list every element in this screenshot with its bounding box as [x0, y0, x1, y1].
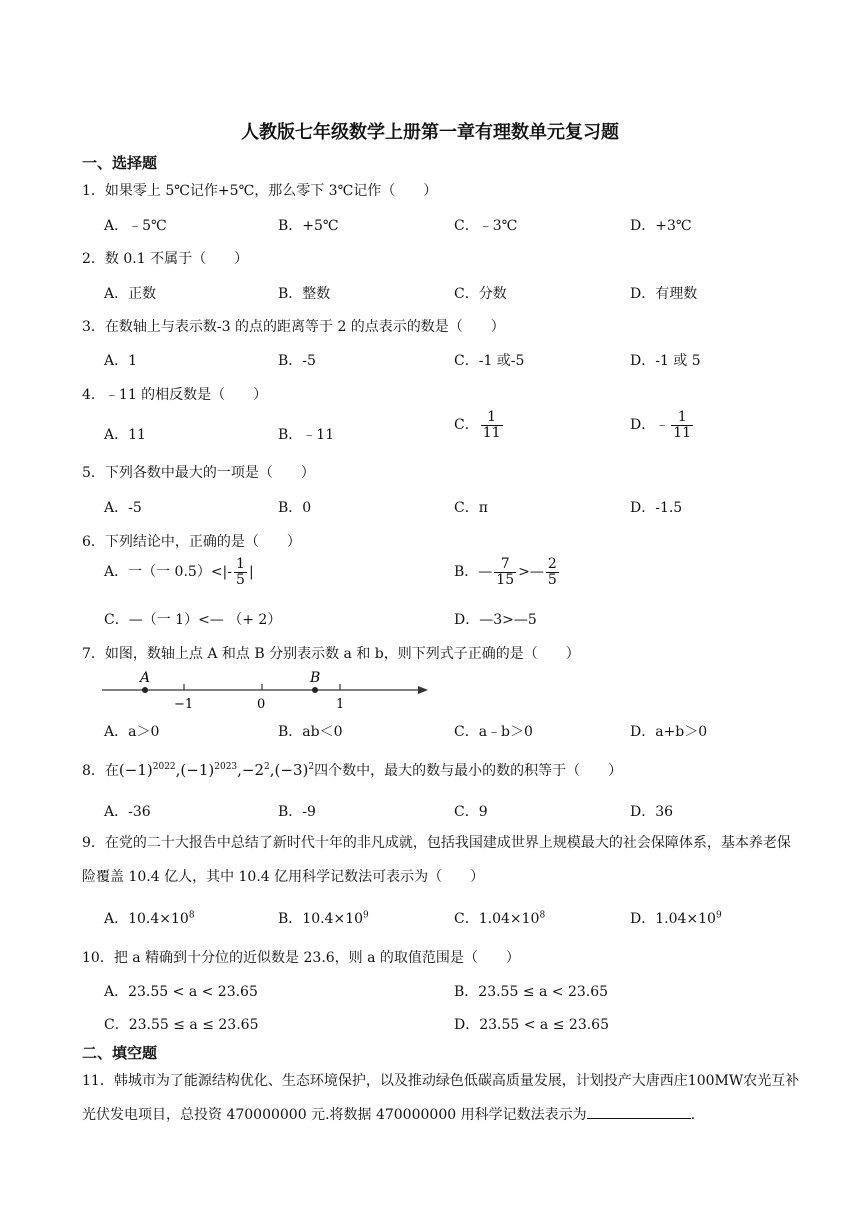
question-3-stem: 3．在数轴上与表示数-3 的点的距离等于 2 的点表示的数是（ ）	[82, 319, 505, 335]
option-text: >—	[518, 564, 544, 581]
fraction-denominator: 5	[547, 571, 557, 588]
question-8-option-b: B．-9	[278, 804, 316, 820]
option-text: D．1.04×10	[630, 911, 716, 927]
question-7-option-a: A．a＞0	[104, 724, 160, 740]
option-text: A．10.4×10	[104, 911, 189, 927]
question-1-option-c: C．﹣3℃	[454, 218, 518, 234]
tick-label-zero: 0	[257, 697, 266, 712]
question-5-option-d: D．-1.5	[630, 500, 683, 516]
answer-blank[interactable]	[587, 1104, 691, 1119]
question-11-stem	[82, 1064, 802, 1132]
option-text: |	[248, 564, 254, 581]
question-10-option-a: A．23.55 < a < 23.65	[104, 984, 258, 1000]
question-9-option-d	[630, 908, 722, 928]
question-4-stem: 4．﹣11 的相反数是（ ）	[82, 387, 268, 403]
fraction-numerator: 1	[487, 409, 497, 425]
question-8-option-a: A．-36	[104, 804, 151, 820]
question-9-option-c	[454, 908, 545, 928]
question-10-stem: 10．把 a 精确到十分位的近似数是 23.6，则 a 的取值范围是（ ）	[82, 950, 520, 966]
fraction-denominator: 15	[496, 571, 515, 588]
math-expression: $(-1)^{2022},(-1)^{2023},-2^2,(-3)^2$	[118, 761, 315, 779]
fraction-numerator: 1	[677, 409, 687, 425]
question-5-stem: 5．下列各数中最大的一项是（ ）	[82, 465, 315, 481]
question-6-option-c: C．—（一 1）<— （+ 2）	[104, 612, 282, 628]
point-a-label: A	[140, 670, 151, 686]
question-8-prefix: 8．在	[82, 763, 119, 779]
tick-label-minus-one: −1	[174, 697, 194, 712]
question-7-stem: 7．如图，数轴上点 A 和点 B 分别表示数 a 和 b，则下列式子正确的是（ ）	[82, 646, 580, 662]
question-10-option-b: B．23.55 ≤ a < 23.65	[454, 984, 609, 1000]
question-6-option-a	[104, 557, 254, 587]
question-8-suffix: 四个数中，最大的数与最小的数的积等于（ ）	[314, 763, 623, 779]
question-9-option-a	[104, 908, 195, 928]
exponent: 8	[539, 910, 546, 921]
question-3-option-d: D．-1 或 5	[630, 353, 701, 369]
question-10-option-c: C．23.55 ≤ a ≤ 23.65	[104, 1017, 259, 1033]
number-line-figure	[96, 668, 436, 714]
exponent: 9	[363, 910, 369, 921]
fraction-denominator: 11	[673, 424, 692, 441]
fraction-numerator: 7	[500, 556, 510, 572]
question-2-option-d: D．有理数	[630, 286, 698, 302]
fraction	[234, 557, 247, 587]
section-heading-choice: 一、选择题	[82, 154, 158, 172]
option-text: C．1.04×10	[454, 911, 540, 927]
question-4-option-d	[630, 410, 695, 440]
question-6-stem: 6．下列结论中，正确的是（ ）	[82, 534, 301, 550]
question-2-option-b: B．整数	[278, 286, 331, 302]
point-b-dot	[312, 687, 318, 693]
question-5-option-a: A．-5	[104, 500, 142, 516]
question-3-option-b: B．-5	[278, 353, 316, 369]
question-6-option-d: D．—3>—5	[454, 612, 537, 628]
question-1-option-d: D．+3℃	[630, 218, 692, 234]
question-10-option-d: D．23.55 < a ≤ 23.65	[454, 1017, 609, 1033]
question-9-option-b	[278, 908, 369, 928]
question-1-option-a: A．﹣5℃	[104, 218, 167, 234]
exponent: 8	[188, 910, 195, 921]
option-text: B．10.4×10	[278, 911, 364, 927]
question-8-stem	[82, 760, 622, 780]
question-8-option-d: D．36	[630, 804, 674, 820]
question-2-stem: 2．数 0.1 不属于（ ）	[82, 251, 249, 267]
question-1-option-b: B．+5℃	[278, 218, 339, 234]
question-7-option-c: C．a﹣b＞0	[454, 724, 533, 740]
fraction-denominator: 5	[236, 571, 245, 588]
number-line-arrow-icon	[418, 686, 428, 694]
question-3-option-a: A．1	[104, 353, 138, 369]
question-8-option-c: C．9	[454, 804, 488, 820]
fraction	[494, 557, 516, 587]
question-4-option-a: A．11	[104, 427, 146, 443]
fraction	[546, 557, 559, 587]
question-4-option-c	[454, 410, 505, 440]
question-3-option-c: C．-1 或-5	[454, 353, 525, 369]
fraction	[481, 410, 503, 440]
section-heading-fill-blank: 二、填空题	[82, 1044, 158, 1062]
question-5-option-c: C．π	[454, 500, 488, 516]
question-11-text: 11．韩城市为了能源结构优化、生态环境保护，以及推动绿色低碳高质量发展，计划投产大唐西庄100MW农光互补光伏发电项目，总投资 470000000 元.将数据 470000000 用科学记数法表示为	[82, 1073, 800, 1123]
document-title: 人教版七年级数学上册第一章有理数单元复习题	[241, 122, 619, 143]
question-11-end: .	[690, 1107, 696, 1123]
option-label: D．﹣	[630, 417, 670, 434]
option-label: C．	[454, 417, 479, 434]
question-2-option-c: C．分数	[454, 286, 507, 302]
question-9-stem: 9．在党的二十大报告中总结了新时代十年的非凡成就，包括我国建成世界上规模最大的社会保障体系，基本养老保险覆盖 10.4 亿人，其中 10.4 亿用科学记数法可表示为（ ）	[82, 835, 791, 885]
exponent: 9	[715, 910, 722, 921]
option-text: B．—	[454, 564, 493, 581]
question-6-option-b	[454, 557, 561, 587]
fraction-denominator: 11	[482, 424, 501, 441]
option-text: A．一（一 0.5）<|-	[104, 564, 233, 581]
question-5-option-b: B．0	[278, 500, 312, 516]
question-4-option-b: B．﹣11	[278, 427, 335, 443]
tick-label-one: 1	[336, 697, 345, 712]
point-a-dot	[142, 687, 148, 693]
point-b-label: B	[310, 670, 321, 686]
question-7-option-b: B．ab＜0	[278, 724, 343, 740]
fraction-numerator: 2	[547, 556, 557, 572]
question-7-option-d: D．a+b＞0	[630, 724, 708, 740]
fraction	[671, 410, 693, 440]
fraction-numerator: 1	[236, 556, 245, 572]
question-2-option-a: A．正数	[104, 286, 157, 302]
question-1-stem: 1．如果零上 5℃记作+5℃，那么零下 3℃记作（ ）	[82, 183, 438, 199]
